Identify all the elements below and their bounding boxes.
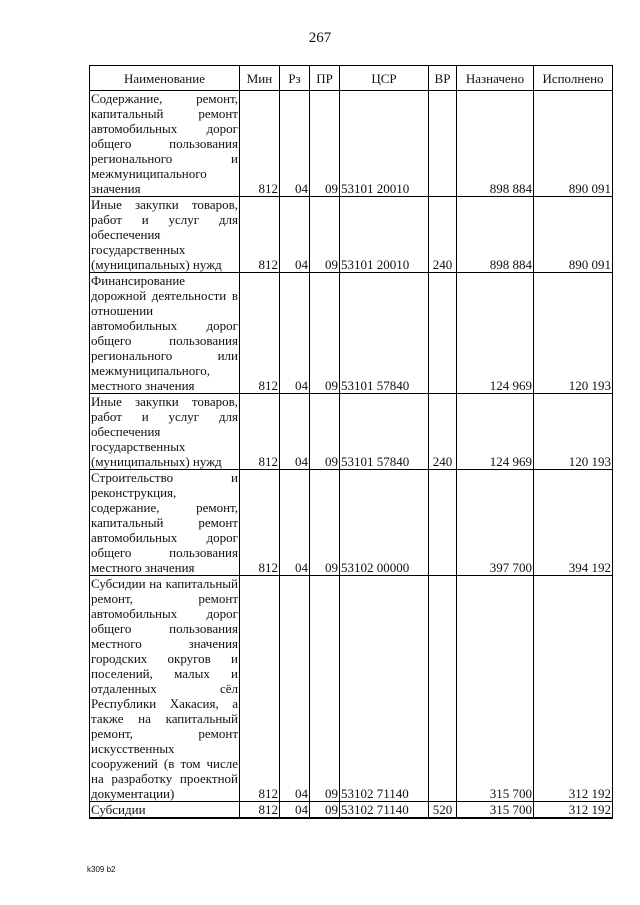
row-name: Субсидии на капитальный ремонт, ремонт автомобильных дорог общего пользования местного значения городских округов и поселений, малых и отдаленных сёл Республики Хакасия, а также на капитальный ремонт, ремонт искусственных сооружений (в том числе на разработку проектной документации) [91, 576, 238, 801]
row-min: 812 [240, 802, 280, 819]
row-executed: 120 193 [534, 273, 613, 394]
row-executed: 890 091 [534, 91, 613, 197]
row-pr: 09 [310, 802, 340, 819]
row-executed: 120 193 [534, 394, 613, 470]
row-executed: 312 192 [534, 576, 613, 802]
row-min: 812 [240, 394, 280, 470]
header-pr: ПР [310, 66, 340, 91]
row-min: 812 [240, 273, 280, 394]
row-name: Субсидии [90, 802, 240, 819]
row-assigned: 315 700 [457, 802, 534, 819]
row-vr: 240 [429, 394, 457, 470]
table-row [90, 470, 613, 576]
row-assigned: 124 969 [457, 273, 534, 394]
row-rz: 04 [280, 91, 310, 197]
footer-code: k309 b2 [87, 865, 116, 874]
row-pr: 09 [310, 91, 340, 197]
row-csr: 53101 57840 [340, 273, 429, 394]
table-row [90, 91, 613, 197]
row-assigned: 898 884 [457, 197, 534, 273]
row-vr [429, 91, 457, 197]
row-min: 812 [240, 197, 280, 273]
row-rz: 04 [280, 197, 310, 273]
table-row [90, 576, 613, 802]
row-csr: 53101 57840 [340, 394, 429, 470]
row-assigned: 315 700 [457, 576, 534, 802]
table-row [90, 273, 613, 394]
row-pr: 09 [310, 470, 340, 576]
budget-table [89, 65, 613, 819]
row-assigned: 397 700 [457, 470, 534, 576]
table-row [90, 802, 613, 819]
row-vr [429, 576, 457, 802]
row-csr: 53102 71140 [340, 802, 429, 819]
row-vr: 240 [429, 197, 457, 273]
row-min: 812 [240, 470, 280, 576]
page-number: 267 [308, 30, 332, 46]
row-min: 812 [240, 91, 280, 197]
row-executed: 312 192 [534, 802, 613, 819]
row-vr [429, 273, 457, 394]
table-row [90, 394, 613, 470]
row-csr: 53102 71140 [340, 576, 429, 802]
row-executed: 890 091 [534, 197, 613, 273]
header-rz: Рз [280, 66, 310, 91]
header-vr: ВР [429, 66, 457, 91]
row-rz: 04 [280, 576, 310, 802]
row-assigned: 124 969 [457, 394, 534, 470]
row-name: Иные закупки товаров, работ и услуг для обеспечения государственных (муниципальных) нужд [91, 394, 238, 469]
row-assigned: 898 884 [457, 91, 534, 197]
row-name: Содержание, ремонт, капитальный ремонт автомобильных дорог общего пользования регионального и межмуниципального значения [91, 91, 238, 196]
row-pr: 09 [310, 273, 340, 394]
row-rz: 04 [280, 802, 310, 819]
header-executed: Исполнено [534, 66, 613, 91]
row-rz: 04 [280, 273, 310, 394]
row-pr: 09 [310, 197, 340, 273]
row-pr: 09 [310, 394, 340, 470]
row-pr: 09 [310, 576, 340, 802]
header-assigned: Назначено [457, 66, 534, 91]
row-executed: 394 192 [534, 470, 613, 576]
header-csr: ЦСР [340, 66, 429, 91]
table-row [90, 197, 613, 273]
row-csr: 53102 00000 [340, 470, 429, 576]
header-name: Наименование [90, 66, 240, 91]
row-csr: 53101 20010 [340, 197, 429, 273]
row-rz: 04 [280, 394, 310, 470]
row-vr: 520 [429, 802, 457, 819]
row-name: Финансирование дорожной деятельности в отношении автомобильных дорог общего пользования регионального или межмуниципального, местного значения [91, 273, 238, 393]
row-name: Строительство и реконструкция, содержание, ремонт, капитальный ремонт автомобильных дорог общего пользования местного значения [91, 470, 238, 575]
row-min: 812 [240, 576, 280, 802]
row-csr: 53101 20010 [340, 91, 429, 197]
row-name: Иные закупки товаров, работ и услуг для обеспечения государственных (муниципальных) нужд [91, 197, 238, 272]
header-min: Мин [240, 66, 280, 91]
table-header-row [90, 66, 613, 91]
row-vr [429, 470, 457, 576]
row-rz: 04 [280, 470, 310, 576]
